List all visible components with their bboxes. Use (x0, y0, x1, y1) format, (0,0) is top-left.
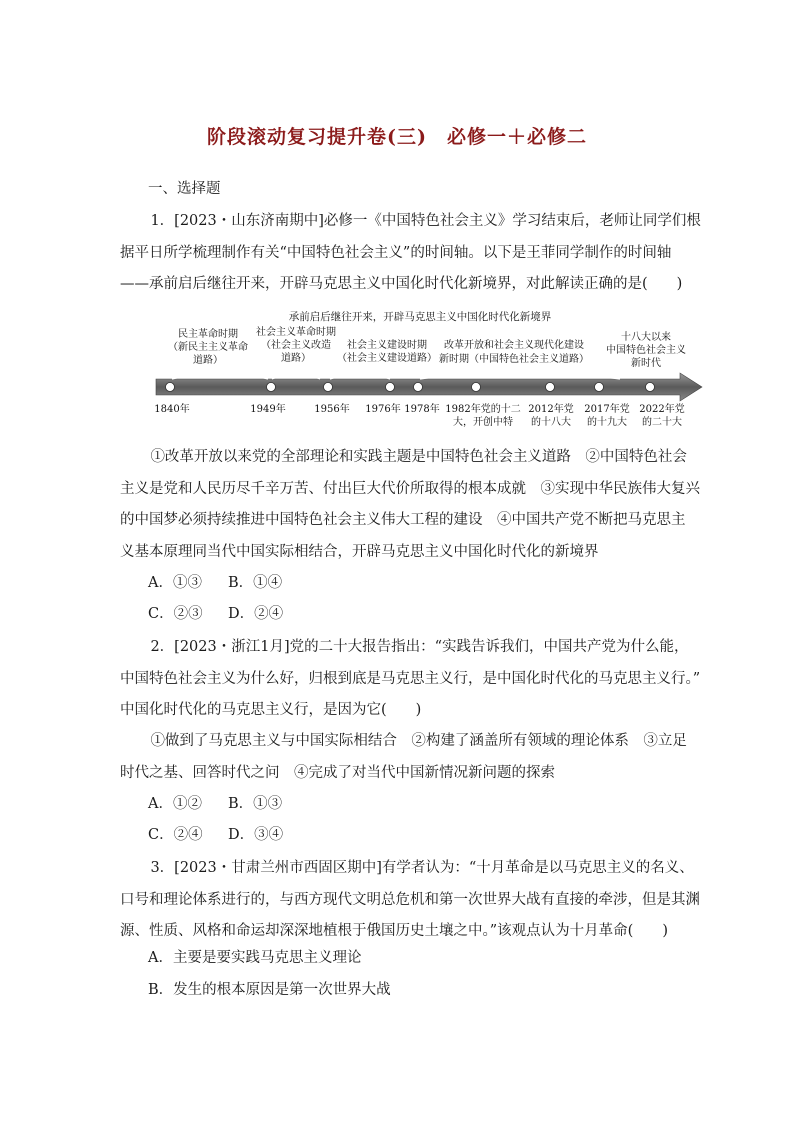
q3-stem-line-2: 口号和理论体系进行的，与西方现代文明总危机和第一次世界大战有直接的牵涉，但是其渊 (120, 891, 700, 908)
timeline-point-1978 (414, 383, 423, 392)
timeline-point-2022 (646, 383, 655, 392)
q1-statement-line-3: 的中国梦必须持续推进中国特色社会主义伟大工程的建设 ④中国共产党不断把马克思主 (120, 512, 686, 528)
q3-option-b[interactable]: B．发生的根本原因是第一次世界大战 (148, 982, 391, 998)
q2-statement-line-2: 时代之基、回答时代之问 ④完成了对当代中国新情况新问题的探索 (120, 764, 555, 781)
question-1-stem (120, 206, 701, 301)
q3-option-a[interactable]: A．主要是要实践马克思主义理论 (148, 950, 362, 966)
timeline-point-2012 (546, 383, 555, 392)
q2-stem-line-3: 中国化时代化的马克思主义行，是因为它( ) (120, 702, 422, 718)
point-label-1976: 1976年 (365, 404, 401, 415)
bracket-2 (272, 374, 320, 379)
q2-options-row-2 (148, 825, 283, 845)
period-1-line-1: 民主革命时期 (178, 329, 238, 340)
timeline-point-1949 (267, 383, 276, 392)
q1-statement-line-2: 主义是党和人民历尽千辛万苦、付出巨大代价所取得的根本成就 ③实现中华民族伟大复兴 (120, 480, 700, 497)
timeline-point-1956 (324, 383, 333, 392)
q1-stem-line-2: 据平日所学梳理制作有关“中国特色社会主义”的时间轴。以下是王菲同学制作的时间轴 (120, 244, 672, 261)
q2-stem-line-1: 2．[2023・浙江1月]党的二十大报告指出：“实践告诉我们，中国共产党为什么能， (150, 639, 689, 655)
q2-option-c[interactable]: C．②④ (148, 827, 203, 843)
period-2-line-3: 道路） (281, 353, 311, 364)
q1-options-row-2 (148, 604, 283, 624)
period-4-line-1: 改革开放和社会主义现代化建设 (444, 340, 584, 351)
period-3-line-1: 社会主义建设时期 (347, 340, 427, 351)
period-1-line-3: 道路） (193, 355, 223, 366)
timeline-point-1982 (472, 383, 481, 392)
question-2-stem (120, 632, 701, 727)
period-3-line-2: （社会主义建设道路） (337, 353, 437, 364)
section-heading: 一、选择题 (148, 181, 221, 197)
q1-option-d[interactable]: D．②④ (228, 606, 284, 622)
period-5-line-2: 中国特色社会主义 (606, 345, 686, 356)
q2-option-a[interactable]: A．①② (148, 796, 202, 812)
point-label-1956: 1956年 (314, 404, 350, 415)
timeline-heading: 承前启后继往开来，开辟马克思主义中国化时代化新境界 (288, 311, 552, 323)
q1-statement-line-4: 义基本原理同当代中国实际相结合，开辟马克思主义中国化时代化的新境界 (120, 543, 599, 560)
question-3-stem (120, 853, 700, 948)
q1-option-c[interactable]: C．②③ (148, 606, 203, 622)
point-label-2017-line-2: 的十九大 (587, 417, 627, 428)
period-5-line-3: 新时代 (631, 358, 661, 369)
point-label-1982-line-2: 大，开创中特 (453, 417, 513, 428)
q1-statement-line-1: ①改革开放以来党的全部理论和实践主题是中国特色社会主义道路 ②中国特色社会 (150, 449, 687, 465)
point-label-2012-line-2: 的十八大 (531, 417, 571, 428)
point-label-2012-line-1: 2012年党 (528, 404, 574, 415)
period-1-line-2: （新民主主义革命 (168, 342, 248, 353)
point-label-1840: 1840年 (154, 404, 190, 415)
q2-options-row-1 (148, 794, 282, 814)
period-2-line-1: 社会主义革命时期 (256, 327, 336, 338)
point-label-1978: 1978年 (404, 404, 440, 415)
timeline-point-1840 (166, 383, 175, 392)
q2-option-d[interactable]: D．③④ (228, 827, 284, 843)
period-2-line-2: （社会主义改造 (261, 340, 331, 351)
point-label-2017-line-1: 2017年党 (584, 404, 630, 415)
bracket-4 (420, 372, 620, 379)
q3-stem-line-3: 源、性质、风格和命运却深深地植根于俄国历史土壤之中。”该观点认为十月革命( ) (120, 923, 668, 939)
q2-option-b[interactable]: B．①③ (228, 796, 283, 812)
q2-stem-line-2: 中国特色社会主义为什么好，归根到底是马克思主义行，是中国化时代化的马克思主义行。” (120, 670, 701, 687)
q1-stem-line-1: 1．[2023・山东济南期中]必修一《中国特色社会主义》学习结束后，老师让同学们根 (150, 213, 701, 229)
period-4-line-2: 新时期（中国特色社会主义道路） (439, 354, 589, 365)
question-1-statements (120, 442, 700, 568)
point-label-1982-line-1: 1982年党的十二 (445, 404, 521, 415)
q1-stem-line-3: ——承前启后继往开来，开辟马克思主义中国化时代化新境界，对此解读正确的是( ) (120, 276, 683, 292)
q2-statement-line-1: ①做到了马克思主义与中国实际相结合 ②构建了涵盖所有领域的理论体系 ③立足 (150, 733, 687, 749)
bracket-1 (172, 373, 268, 379)
timeline-point-1976 (386, 383, 395, 392)
page-title: 阶段滚动复习提升卷(三) 必修一＋必修二 (207, 126, 587, 148)
point-label-2022-line-2: 的二十大 (642, 417, 682, 428)
timeline-diagram (150, 305, 710, 435)
question-2-statements (120, 726, 687, 789)
q1-option-b[interactable]: B．①④ (228, 575, 283, 591)
bracket-3 (330, 374, 390, 379)
point-label-2022-line-1: 2022年党 (639, 404, 685, 415)
period-5-line-1: 十八大以来 (621, 332, 671, 343)
timeline-point-2017 (595, 383, 604, 392)
q1-options-row-1 (148, 573, 282, 593)
q3-stem-line-1: 3．[2023・甘肃兰州市西固区期中]有学者认为：“十月革命是以马克思主义的名义、 (150, 860, 694, 876)
q1-option-a[interactable]: A．①③ (148, 575, 202, 591)
point-label-1949: 1949年 (250, 404, 286, 415)
